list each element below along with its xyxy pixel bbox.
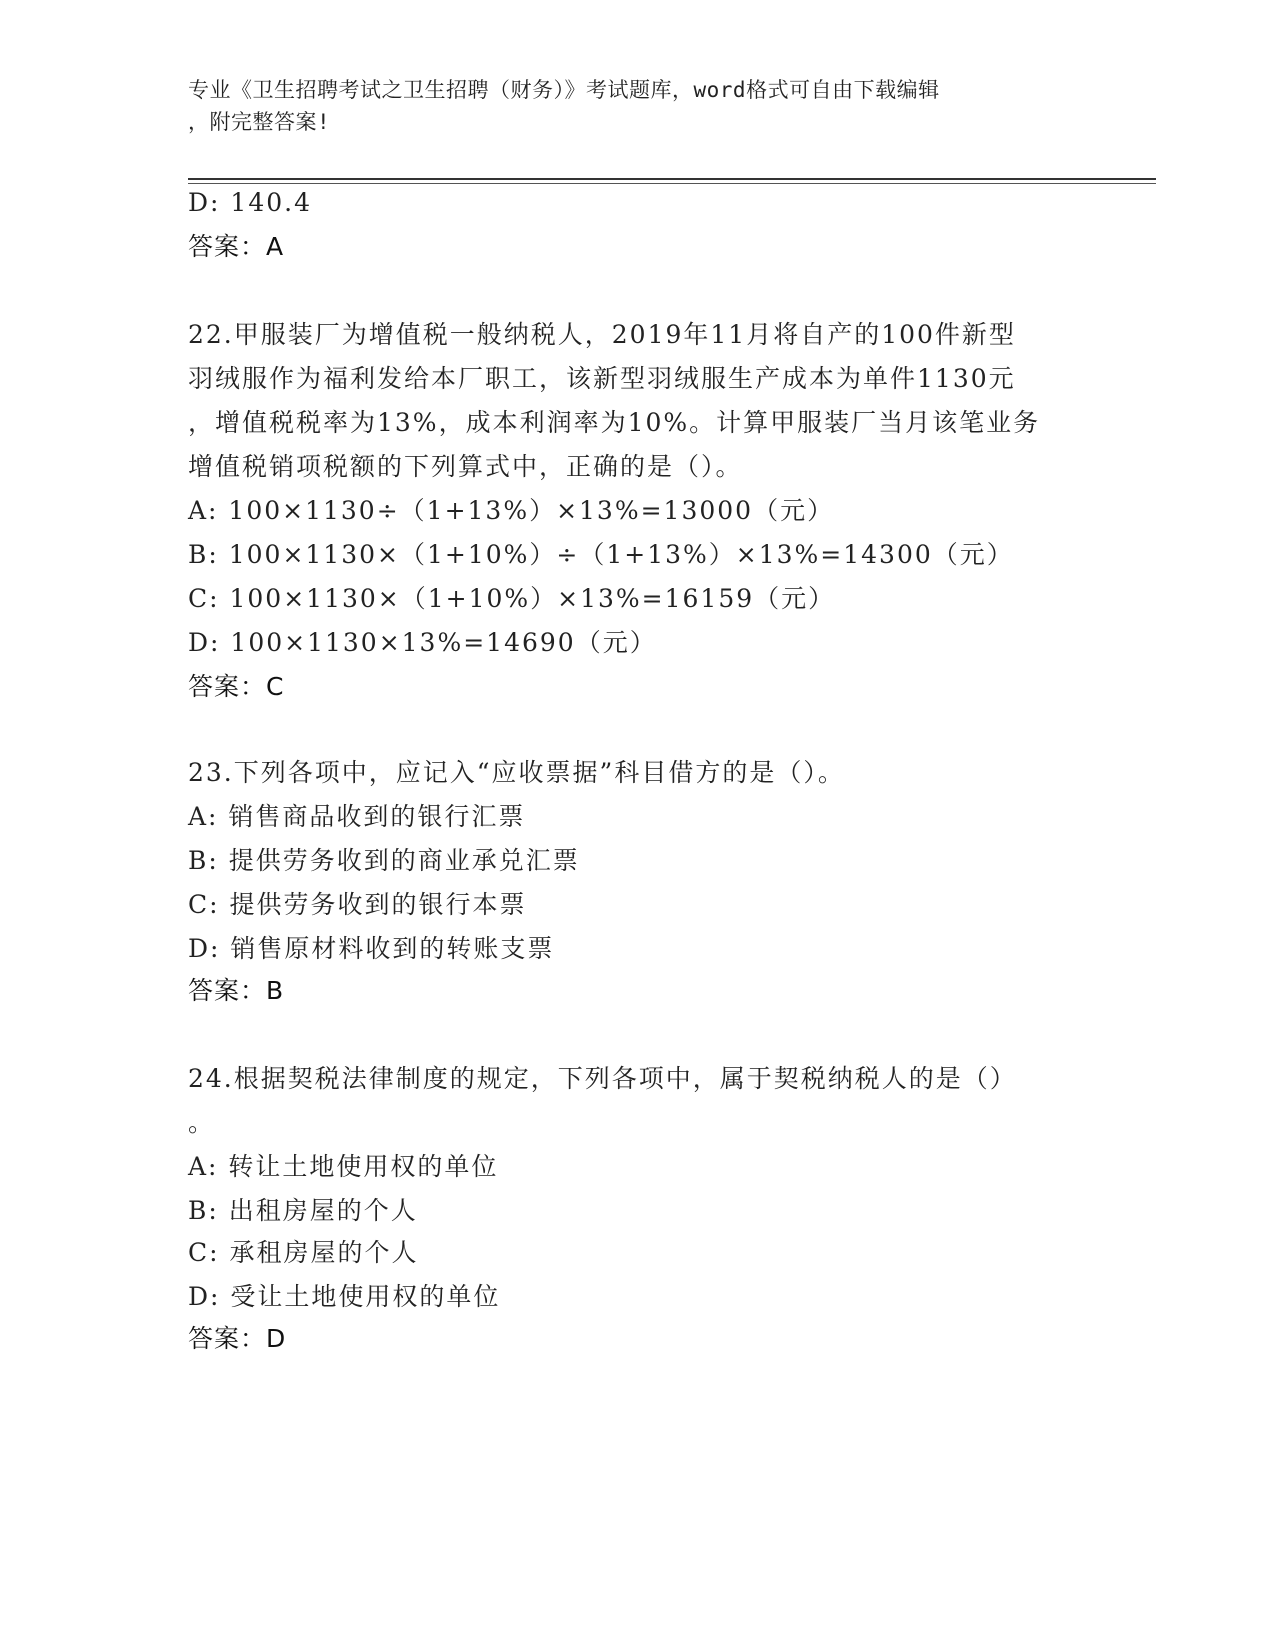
prev-option-d: D: 140.4: [188, 188, 312, 217]
header-rule-thick: [188, 178, 1156, 180]
q23-answer: 答案：B: [188, 976, 285, 1005]
header-rule-thin: [188, 183, 1156, 184]
q22-stem-line-4: 增值税销项税额的下列算式中，正确的是（）。: [188, 452, 743, 481]
header-line-1: 专业《卫生招聘考试之卫生招聘（财务）》考试题库，word格式可自由下载编辑: [188, 78, 940, 102]
q23-option-d: D: 销售原材料收到的转账支票: [188, 934, 555, 963]
q24-stem-line-2: 。: [188, 1108, 216, 1137]
q24-option-d: D: 受让土地使用权的单位: [188, 1282, 501, 1311]
q22-option-a: A: 100×1130÷（1+13%）×13%=13000（元）: [188, 496, 835, 525]
q22-stem-line-2: 羽绒服作为福利发给本厂职工，该新型羽绒服生产成本为单件1130元: [188, 364, 1016, 393]
q24-answer: 答案：D: [188, 1324, 287, 1353]
q23-option-b: B: 提供劳务收到的商业承兑汇票: [188, 846, 580, 875]
q22-option-d: D: 100×1130×13%=14690（元）: [188, 628, 657, 657]
page-header: [188, 74, 1068, 138]
q24-option-a: A: 转让土地使用权的单位: [188, 1152, 499, 1181]
q22-stem-line-1: 22.甲服装厂为增值税一般纳税人，2019年11月将自产的100件新型: [188, 320, 1016, 349]
q23-option-c: C: 提供劳务收到的银行本票: [188, 890, 527, 919]
q24-option-b: B: 出租房屋的个人: [188, 1196, 418, 1225]
q22-option-c: C: 100×1130×（1+10%）×13%=16159（元）: [188, 584, 836, 613]
q23-option-a: A: 销售商品收到的银行汇票: [188, 802, 526, 831]
q22-option-b: B: 100×1130×（1+10%）÷（1+13%）×13%=14300（元）: [188, 540, 1014, 569]
q22-stem-line-3: ，增值税税率为13%，成本利润率为10%。计算甲服装厂当月该笔业务: [188, 408, 1041, 437]
prev-answer: 答案：A: [188, 232, 285, 261]
q22-answer: 答案：C: [188, 672, 285, 701]
q23-stem-line-1: 23.下列各项中，应记入“应收票据”科目借方的是（）。: [188, 758, 845, 787]
q24-stem-line-1: 24.根据契税法律制度的规定，下列各项中，属于契税纳税人的是（）: [188, 1064, 1017, 1093]
q24-option-c: C: 承租房屋的个人: [188, 1238, 419, 1267]
header-line-2: ，附完整答案!: [188, 110, 331, 134]
